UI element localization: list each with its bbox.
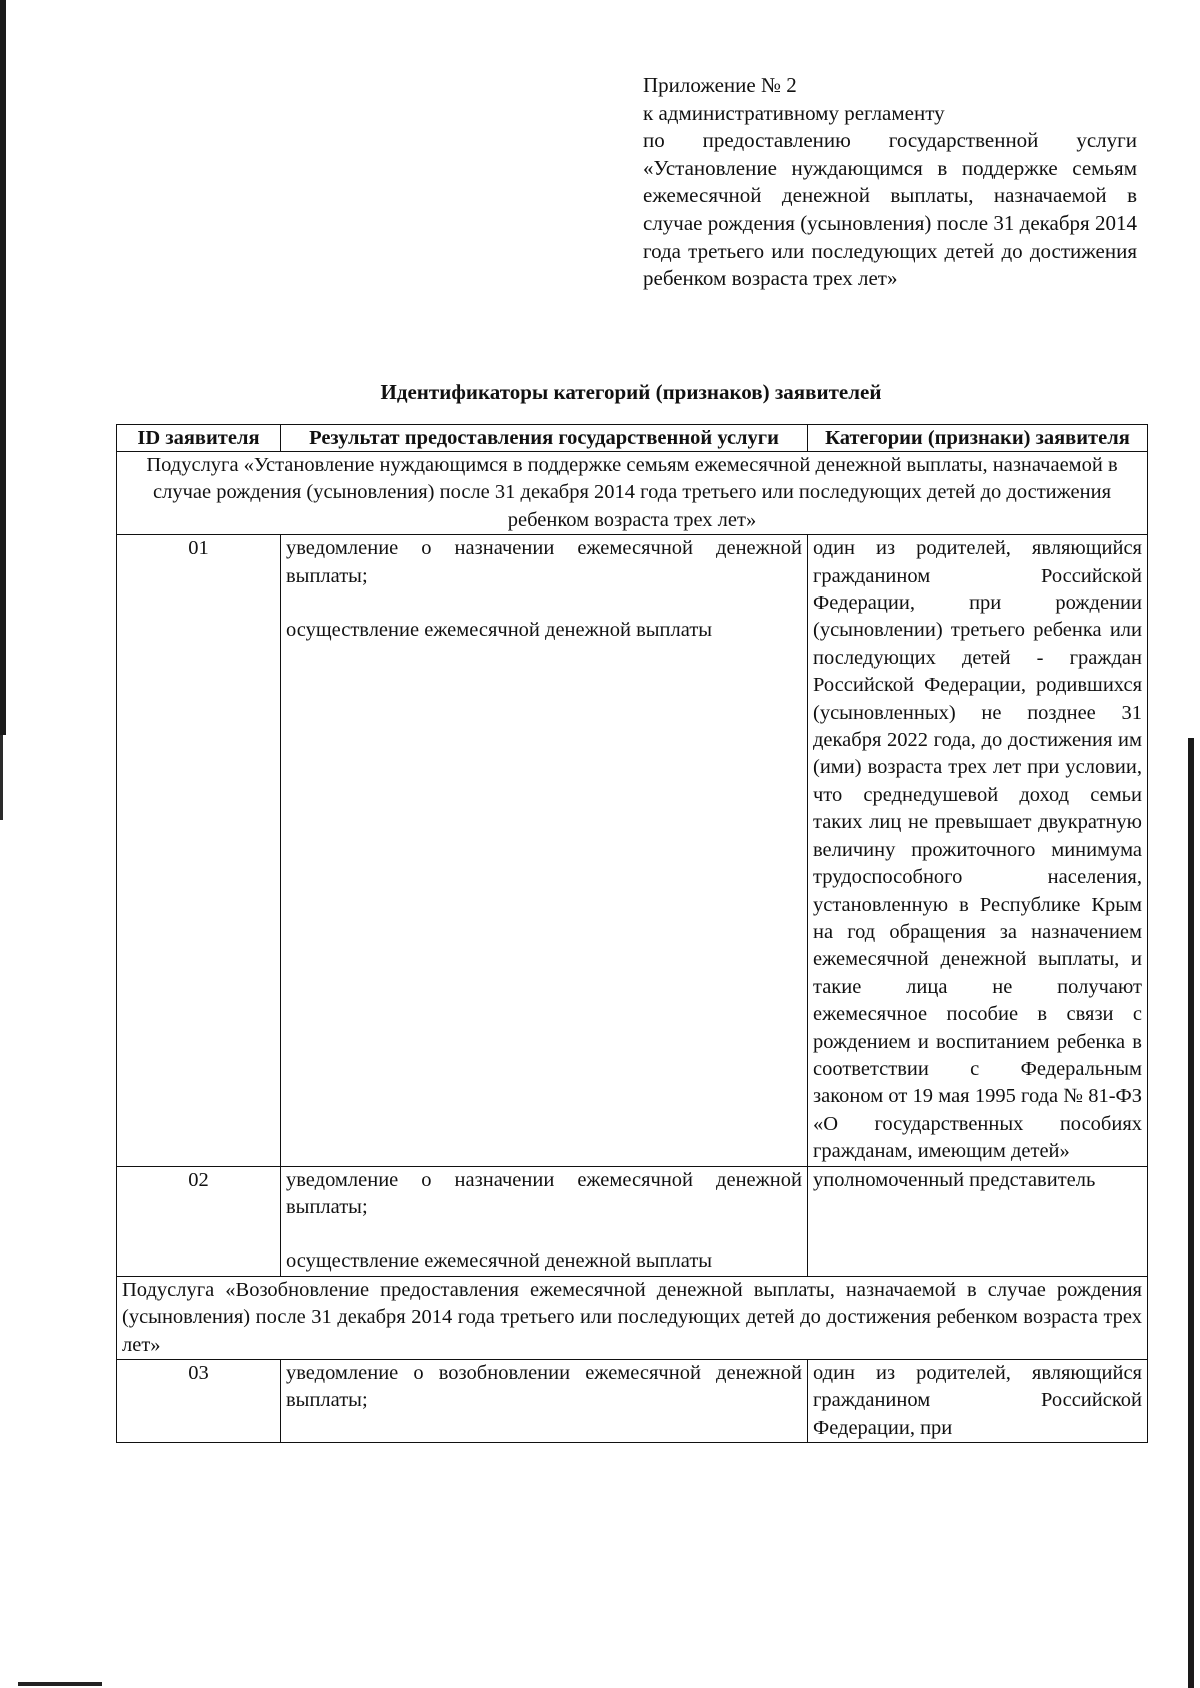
appendix-reference: к административному регламенту	[643, 100, 945, 125]
row-id: 01	[117, 535, 281, 1166]
header-result: Результат предоставления государственной услуги	[281, 425, 808, 452]
result-payment: осуществление ежемесячной денежной выплаты	[286, 619, 713, 642]
row-id: 02	[117, 1166, 281, 1276]
table-header-row	[117, 425, 1148, 452]
result-payment: осуществление ежемесячной денежной выплаты	[286, 1250, 713, 1273]
table-row	[117, 535, 1148, 1166]
header-id: ID заявителя	[117, 425, 281, 452]
row-result: уведомление о возобновлении ежемесячной денежной выплаты;	[281, 1360, 808, 1443]
result-notification: уведомление о назначении ежемесячной денежной выплаты;	[286, 1168, 802, 1218]
header-category: Категории (признаки) заявителя	[808, 425, 1148, 452]
table-row	[117, 1360, 1148, 1443]
scan-artifact-left-bar	[0, 0, 6, 735]
subservice-1-title: Подуслуга «Установление нуждающимся в поддержке семьям ежемесячной денежной выплаты, назначаемой в случае рождения (усыновления) после 31 декабря 2014 года третьего или последующих детей до достижения ребенком возраста трех лет»	[117, 452, 1148, 535]
scan-artifact-right-bar	[1188, 738, 1194, 1688]
row-category: один из родителей, являющийся гражданином Российской Федерации, при рождении (усыновлении) третьего ребенка или последующих детей - граждан Российской Федерации, родившихся (усыновленных) не позднее 31 декабря 2022 года, до достижения им (ими) возраста трех лет при условии, что среднедушевой доход семьи таких лиц не превышает двукратную величину прожиточного минимума трудоспособного населения, установленную в Республике Крым на год обращения за назначением ежемесячной денежной выплаты, и такие лица не получают ежемесячное пособие в связи с рождением и воспитанием ребенка в соответствии с Федеральным законом от 19 мая 1995 года № 81-ФЗ «О государственных пособиях гражданам, имеющим детей»	[808, 535, 1148, 1166]
appendix-header	[643, 72, 1137, 293]
row-result	[281, 1166, 808, 1276]
table-row	[117, 1166, 1148, 1276]
row-category: один из родителей, являющийся гражданином Российской Федерации, при	[808, 1360, 1148, 1443]
applicant-categories-table	[116, 424, 1148, 1443]
result-notification: уведомление о назначении ежемесячной денежной выплаты;	[286, 537, 802, 587]
scan-artifact-bottom	[18, 1682, 102, 1686]
document-title: Идентификаторы категорий (признаков) заявителей	[380, 380, 882, 404]
row-category: уполномоченный представитель	[808, 1166, 1148, 1276]
subservice-row	[117, 1276, 1148, 1359]
subservice-2-title: Подуслуга «Возобновление предоставления ежемесячной денежной выплаты, назначаемой в случае рождения (усыновления) после 31 декабря 2014 года третьего или последующих детей до достижения ребенком возраста трех лет»	[117, 1276, 1148, 1359]
row-id: 03	[117, 1360, 281, 1443]
row-result	[281, 535, 808, 1166]
subservice-row	[117, 452, 1148, 535]
appendix-service-name: по предоставлению государственной услуги «Установление нуждающимся в поддержке семьям ежемесячной денежной выплаты, назначаемой в случае рождения (усыновления) после 31 декабря 2014 года третьего или последующих детей до достижения ребенком возраста трех лет»	[643, 128, 1137, 291]
appendix-number: Приложение № 2	[643, 73, 797, 97]
